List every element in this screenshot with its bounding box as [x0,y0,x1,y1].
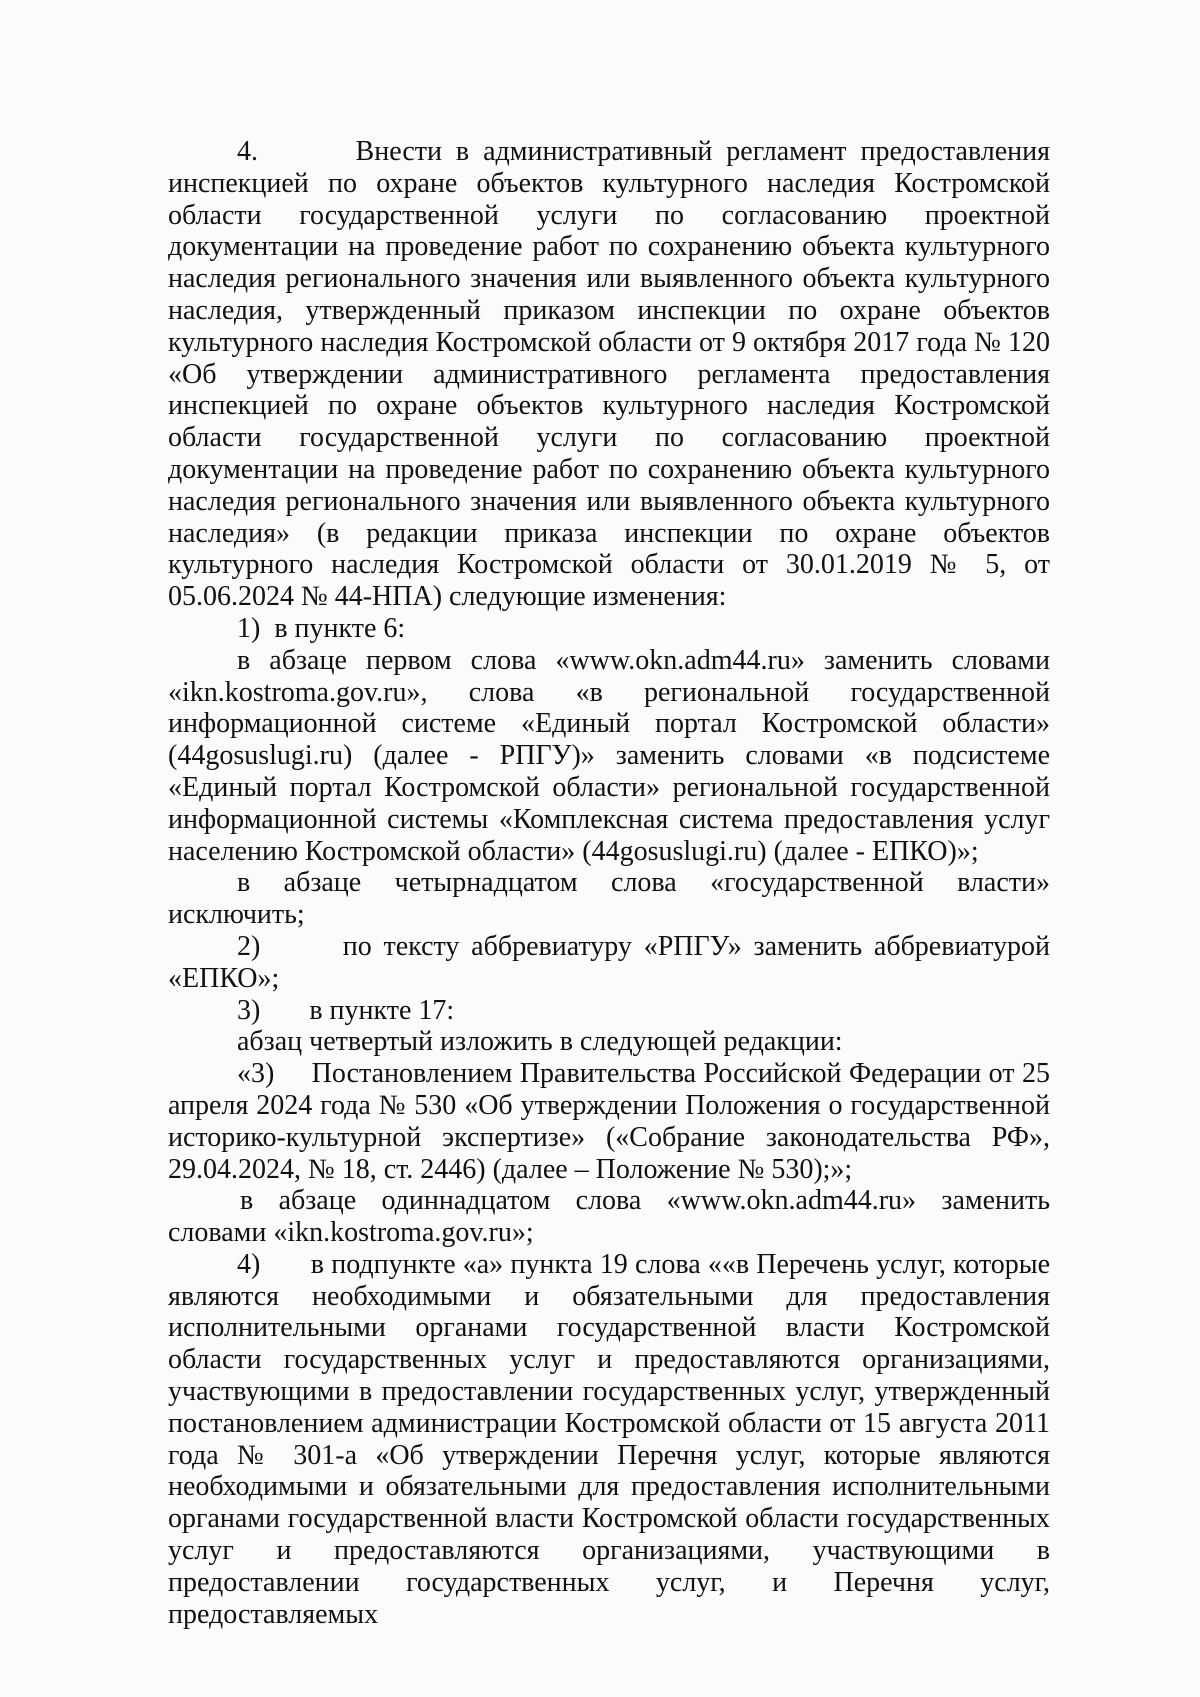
paragraph-subitem-3: 3) в пункте 17: [237,994,455,1026]
paragraph-subitem-4: 4) в подпункте «а» пункта 19 слова ««в Перечень услуг, которые являются необходимыми и обязательными для предоставления исполнительными органами государственной власти Костромской области государственных услуг и предоставляются организациями, участвующими в предоставлении государственных услуг, утвержденный постановлением администрации Костромской области от 15 августа 2011 года № 301-а «Об утверждении Перечня услуг, которые являются необходимыми и обязательными для предоставления исполнительными органами государственной власти Костромской области государственных услуг и предоставляются организациями, участвующими в предоставлении государственных услуг, и Перечня услуг, предоставляемых [168,1248,1050,1630]
paragraph-abzac-fourth: абзац четвертый изложить в следующей редакции: [237,1026,843,1058]
paragraph-abzac-fourteenth: в абзаце четырнадцатом слова «государственной власти» исключить; [168,867,1050,931]
paragraph-subitem-2: 2) по тексту аббревиатуру «РПГУ» заменить аббревиатурой «ЕПКО»; [168,930,1050,994]
document-page [168,136,1050,1630]
paragraph-item-4: 4. Внести в административный регламент предоставления инспекцией по охране объектов культурного наследия Костромской области государственной услуги по согласованию проектной документации на проведение работ по сохранению объекта культурного наследия регионального значения или выявленного объекта культурного наследия, утвержденный приказом инспекции по охране объектов культурного наследия Костромской области от 9 октября 2017 года № 120 «Об утверждении административного регламента предоставления инспекцией по охране объектов культурного наследия Костромской области государственной услуги по согласованию проектной документации на проведение работ по сохранению объекта культурного наследия регионального значения или выявленного объекта культурного наследия» (в редакции приказа инспекции по охране объектов культурного наследия Костромской области от 30.01.2019 № 5, от 05.06.2024 № 44-НПА) следующие изменения: [168,136,1050,613]
paragraph-quote-3: «3) Постановлением Правительства Российской Федерации от 25 апреля 2024 года № 530 «Об утверждении Положения о государственной историко-культурной экспертизе» («Собрание законодательства РФ», 29.04.2024, № 18, ст. 2446) (далее – Положение № 530);»; [168,1058,1050,1185]
paragraph-subitem-1: 1) в пункте 6: [237,612,406,644]
paragraph-abzac-eleventh: в абзаце одиннадцатом слова «www.okn.adm44.ru» заменить словами «ikn.kostroma.gov.ru»; [168,1185,1050,1249]
paragraph-abzac-first: в абзаце первом слова «www.okn.adm44.ru» заменить словами «ikn.kostroma.gov.ru», слова «в региональной государственной информационной системе «Единый портал Костромской области» (44gosuslugi.ru) (далее - РПГУ)» заменить словами «в подсистеме «Единый портал Костромской области» региональной государственной информационной системы «Комплексная система предоставления услуг населению Костромской области» (44gosuslugi.ru) (далее - ЕПКО)»; [168,644,1050,867]
